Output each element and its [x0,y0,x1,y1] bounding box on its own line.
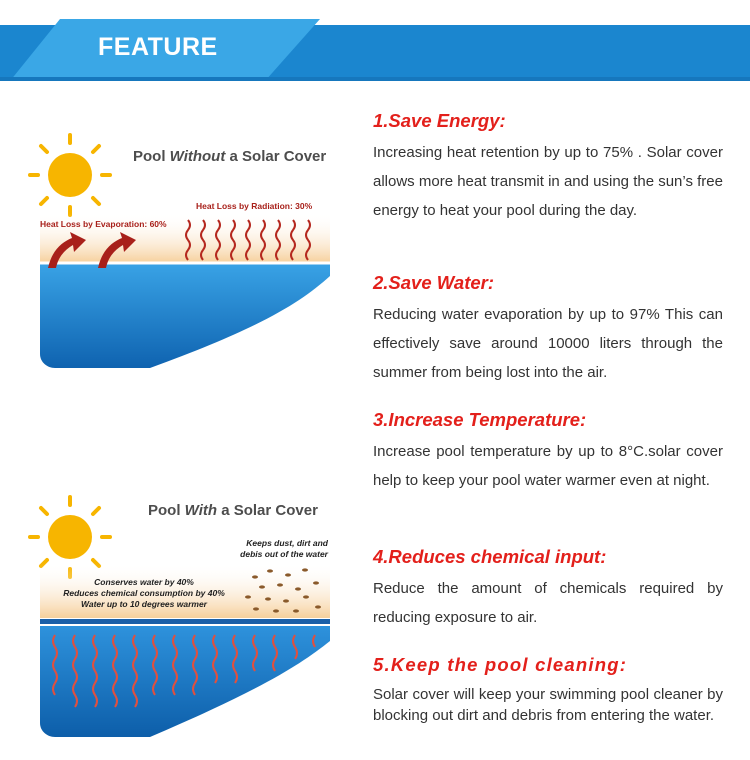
pool-with-cover-drawing [0,485,345,755]
feature-heading: 4.Reduces chemical input: [373,546,607,567]
debris-label: Keeps dust, dirt and debis out of the water [240,538,328,559]
feature-heading: 1.Save Energy: [373,110,506,131]
feature-body: Increasing heat retention by up to 75% . Solar cover allows more heat transmit in and using the sun’s free energy to heat your pool during the day. [373,144,723,219]
feature-save-water [373,272,723,387]
feature-heading: 5.Keep the pool cleaning: [373,654,628,675]
feature-heading: 3.Increase Temperature: [373,409,587,430]
sun-icon [30,135,110,215]
feature-body: Increase pool temperature by up to 8°C.solar cover help to keep your pool water warmer even at night. [373,443,723,489]
feature-body: Solar cover will keep your swimming pool cleaner by blocking out dirt and debris from entering the water. [373,686,723,724]
feature-body: Reducing water evaporation by up to 97% This can effectively save around 10000 liters through the summer from being lost into the air. [373,306,723,381]
pool-with-cover-illustration [0,485,345,755]
pool-without-cover-illustration [0,118,345,378]
feature-heading: 2.Save Water: [373,272,494,293]
illustration-title-with: Pool With a Solar Cover [148,502,318,519]
feature-increase-temperature [373,409,723,495]
feature-body: Reduce the amount of chemicals required by reducing exposure to air. [373,580,723,626]
benefits-label: Conserves water by 40% Reduces chemical consumption by 40% Water up to 10 degrees warmer [63,577,225,609]
banner-title: FEATURE [98,33,218,61]
radiation-label: Heat Loss by Radiation: 30% [196,201,313,211]
evaporation-label: Heat Loss by Evaporation: 60% [40,219,167,229]
feature-save-energy [373,110,723,225]
feature-keep-clean [373,654,723,726]
feature-reduce-chemical [373,546,723,632]
illustration-title-without: Pool Without a Solar Cover [133,148,327,165]
